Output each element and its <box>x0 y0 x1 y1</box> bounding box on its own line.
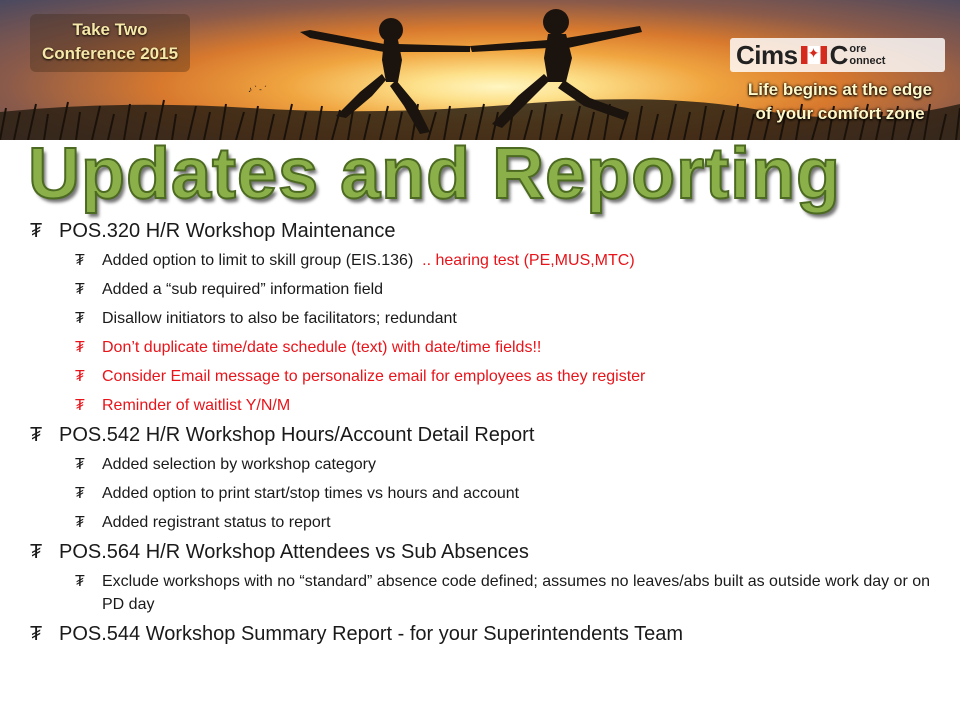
bullet-text: Added option to print start/stop times vs hours and account <box>102 485 520 502</box>
bullet-marker: ₮ <box>75 310 85 327</box>
bullet-item <box>30 537 940 567</box>
tagline-line-2: of your comfort zone <box>755 104 925 123</box>
logo-c-text: C <box>829 39 849 70</box>
bullet-text: Disallow initiators to also be facilitators; redundant <box>102 310 457 327</box>
bullet-marker: ₮ <box>30 541 43 563</box>
bullet-marker: ₮ <box>75 397 85 414</box>
sub-bullet-item <box>30 508 940 537</box>
bullet-text: Added option to limit to skill group (EIS.136) <box>102 252 414 269</box>
slide-title: Updates and Reporting <box>28 134 842 214</box>
bullet-text: Don’t duplicate time/date schedule (text) with date/time fields!! <box>102 339 542 356</box>
badge-line-1: Take Two <box>72 20 148 39</box>
sub-bullet-item <box>30 246 940 275</box>
bullet-text: POS.544 Workshop Summary Report - for your Superintendents Team <box>59 623 683 645</box>
tagline <box>735 78 945 126</box>
bullet-marker: ₮ <box>75 281 85 298</box>
sub-bullet-item <box>30 567 940 619</box>
bullet-text: Added registrant status to report <box>102 514 331 531</box>
sub-bullet-item <box>30 304 940 333</box>
bullet-text: Consider Email message to personalize email for employees as they register <box>102 368 646 385</box>
bullet-marker: ₮ <box>75 339 85 356</box>
bullet-marker: ₮ <box>75 485 85 502</box>
canada-flag-icon <box>801 46 827 64</box>
sub-bullet-item <box>30 275 940 304</box>
bullet-text: Added selection by workshop category <box>102 456 376 473</box>
bullet-item <box>30 420 940 450</box>
bullet-text: Reminder of waitlist Y/N/M <box>102 397 291 414</box>
logo-connect: onnect <box>849 55 886 67</box>
sub-bullet-item <box>30 391 940 420</box>
bullet-extra-text: .. hearing test (PE,MUS,MTC) <box>413 252 635 269</box>
bullet-text: POS.564 H/R Workshop Attendees vs Sub Absences <box>59 541 529 563</box>
bullet-text: Exclude workshops with no “standard” absence code defined; assumes no leaves/abs built as outside work day or on PD day <box>102 573 931 613</box>
bullet-marker: ₮ <box>75 573 85 590</box>
sub-bullet-item <box>30 333 940 362</box>
logo-core: ore <box>849 43 867 55</box>
cims-core-connect-logo <box>730 38 945 72</box>
badge-line-2: Conference 2015 <box>41 44 179 63</box>
bullet-marker: ₮ <box>30 623 43 645</box>
bullet-text: POS.320 H/R Workshop Maintenance <box>59 220 396 242</box>
svg-text:♪ ˋ - ˊ: ♪ ˋ - ˊ <box>248 85 267 94</box>
bullet-text: Added a “sub required” information field <box>102 281 384 298</box>
bullet-item <box>30 619 940 649</box>
bullet-marker: ₮ <box>75 252 85 269</box>
bullet-marker: ₮ <box>30 220 43 242</box>
logo-core-connect-text <box>849 43 885 67</box>
tagline-line-1: Life begins at the edge <box>747 80 933 99</box>
bullet-item <box>30 216 940 246</box>
logo-cims-text: Cims <box>736 39 798 70</box>
sub-bullet-item <box>30 450 940 479</box>
sub-bullet-item <box>30 362 940 391</box>
header-banner <box>0 0 960 140</box>
bullet-marker: ₮ <box>75 368 85 385</box>
bullet-text: POS.542 H/R Workshop Hours/Account Detail Report <box>59 424 535 446</box>
conference-badge <box>30 14 190 72</box>
bullet-list <box>30 216 940 649</box>
bullet-marker: ₮ <box>75 514 85 531</box>
bullet-marker: ₮ <box>30 424 43 446</box>
sub-bullet-item <box>30 479 940 508</box>
bullet-marker: ₮ <box>75 456 85 473</box>
